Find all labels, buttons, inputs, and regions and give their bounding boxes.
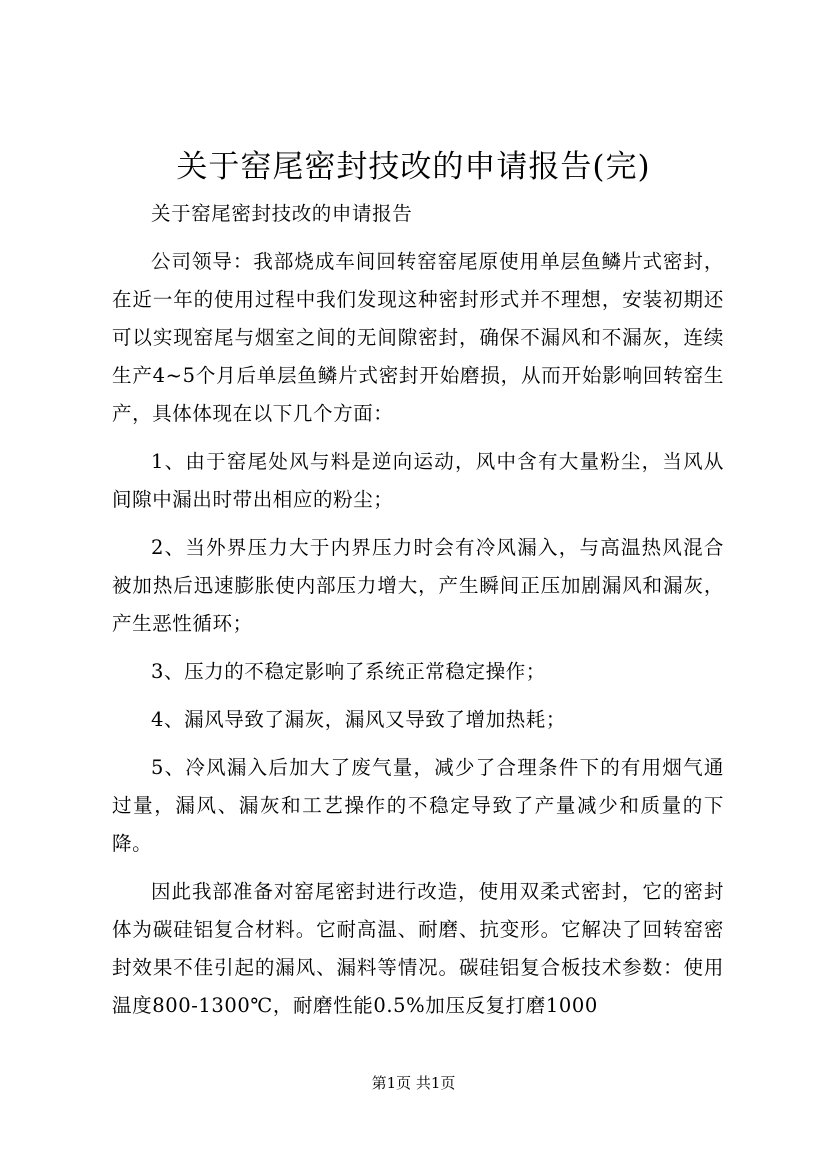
paragraph-item-2: 2、当外界压力大于内界压力时会有冷风漏入，与高温热风混合被加热后迅速膨胀使内部压力增大，产生瞬间正压加剧漏风和漏灰，产生恶性循环； — [112, 536, 724, 635]
paragraph-gap — [112, 233, 724, 243]
paragraph-subtitle: 关于窑尾密封技改的申请报告 — [151, 202, 413, 225]
document-title: 关于窑尾密封技改的申请报告(完) — [176, 149, 651, 185]
paragraph-intro: 公司领导：我部烧成车间回转窑窑尾原使用单层鱼鳞片式密封，在近一年的使用过程中我们发现这种密封形式并不理想，安装初期还可以实现窑尾与烟室之间的无间隙密封，确保不漏风和不漏灰，连续生产4~5个月后单层鱼鳞片式密封开始磨损，从而开始影响回转窑生产，具体体现在以下几个方面： — [112, 250, 724, 425]
paragraph-item-4: 4、漏风导致了漏灰，漏风又导致了增加热耗； — [151, 708, 567, 731]
paragraph-item-5: 5、冷风漏入后加大了废气量，减少了合理条件下的有用烟气通过量，漏风、漏灰和工艺操作的不稳定导致了产量减少和质量的下降。 — [112, 756, 724, 855]
paragraph-item-1: 1、由于窑尾处风与料是逆向运动，风中含有大量粉尘，当风从间隙中漏出时带出相应的粉尘； — [112, 450, 724, 511]
paragraph-gap — [112, 643, 724, 653]
paragraph-item-3: 3、压力的不稳定影响了系统正常稳定操作； — [151, 660, 546, 683]
paragraph-gap — [112, 739, 724, 749]
paragraph-conclusion: 因此我部准备对窑尾密封进行改造，使用双柔式密封，它的密封体为碳硅铝复合材料。它耐高温、耐磨、抗变形。它解决了回转窑密封效果不佳引起的漏风、漏料等情况。碳硅铝复合板技术参数：使用温度800-1300℃，耐磨性能0.5%加压反复打磨1000 — [112, 880, 724, 1017]
paragraph-gap — [112, 519, 724, 529]
paragraph-gap — [112, 691, 724, 701]
document-body — [112, 195, 724, 1025]
paragraph-gap — [112, 433, 724, 443]
paragraph-gap — [112, 863, 724, 873]
page-footer: 第1页 共1页 — [371, 1074, 456, 1092]
